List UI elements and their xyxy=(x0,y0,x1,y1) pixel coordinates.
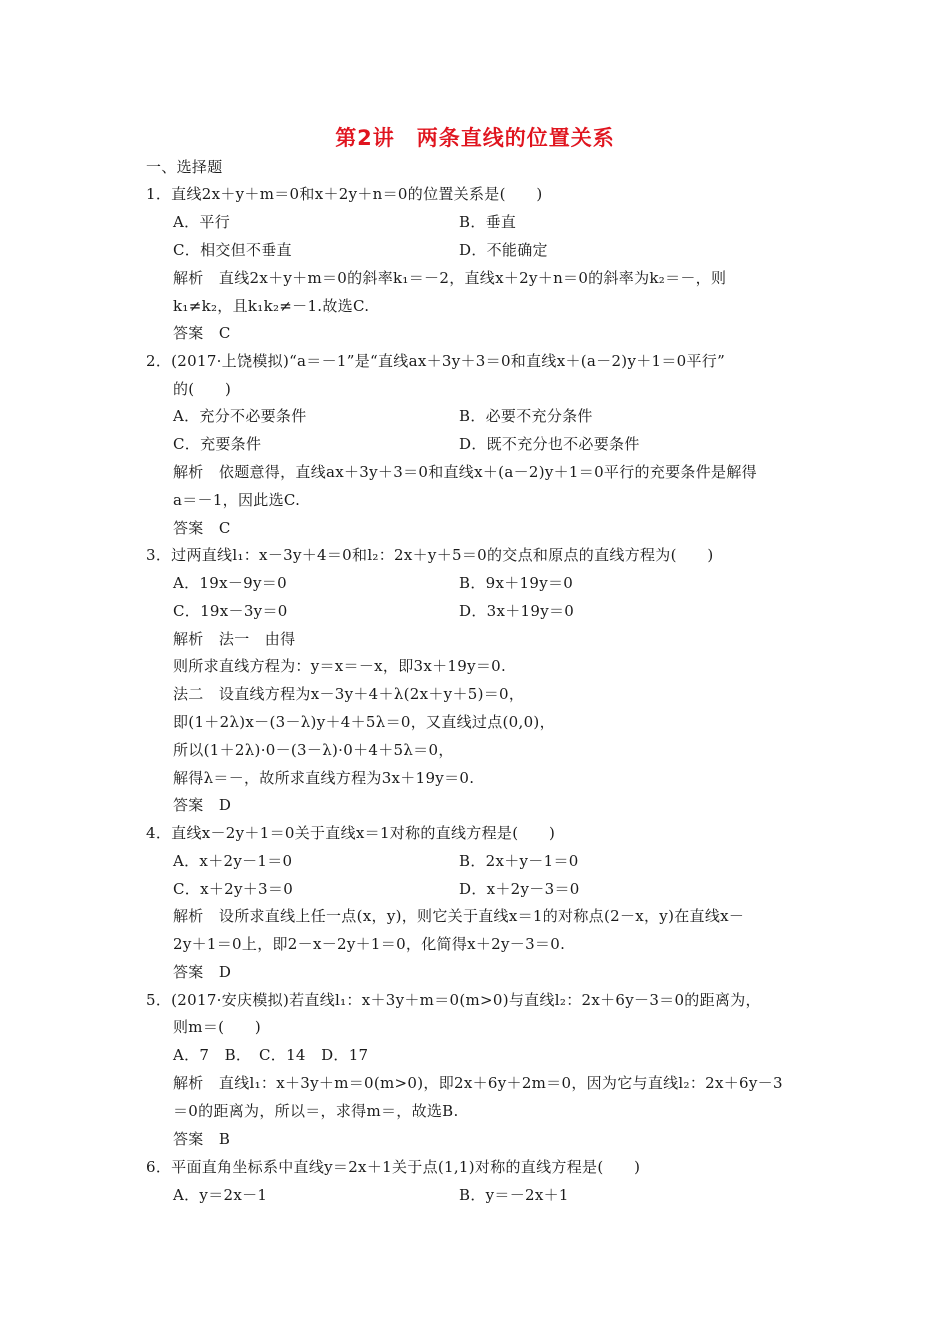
q5-solution-line: ＝0的距离为，所以＝，求得m＝，故选B. xyxy=(173,1102,459,1120)
q5-answer: 答案 B xyxy=(173,1130,231,1148)
q3-solution-line: 则所求直线方程为：y＝x＝－x，即3x＋19y＝0. xyxy=(173,657,507,675)
q2-option-d: D．既不充分也不必要条件 xyxy=(459,435,640,453)
q5-stem-cont: 则m＝( ) xyxy=(173,1018,262,1036)
q4-answer: 答案 D xyxy=(173,963,232,981)
q6-option-b: B．y＝－2x＋1 xyxy=(459,1186,569,1204)
q2-stem-cont: 的( ) xyxy=(173,380,232,398)
q1-solution-line: k₁≠k₂，且k₁k₂≠－1.故选C. xyxy=(173,297,370,315)
page-title: 第2讲 两条直线的位置关系 xyxy=(335,126,615,150)
q2-stem: 2．(2017·上饶模拟)“a＝－1”是“直线ax＋3y＋3＝0和直线x＋(a－2)y＋1＝0平行” xyxy=(146,352,726,370)
q3-solution-line: 解析 法一 由得 xyxy=(173,630,296,648)
q1-solution-line: 解析 直线2x＋y＋m＝0的斜率k₁＝－2，直线x＋2y＋n＝0的斜率为k₂＝－，则 xyxy=(173,269,727,287)
q3-option-c: C．19x－3y＝0 xyxy=(173,602,288,620)
section-heading: 一、选择题 xyxy=(146,158,223,176)
q4-option-b: B．2x＋y－1＝0 xyxy=(459,852,579,870)
q3-answer: 答案 D xyxy=(173,796,232,814)
q2-solution-line: a＝－1，因此选C. xyxy=(173,491,301,509)
q5-solution-line: 解析 直线l₁：x＋3y＋m＝0(m>0)，即2x＋6y＋2m＝0，因为它与直线l₂：2x＋6y－3 xyxy=(173,1074,783,1092)
q1-option-c: C．相交但不垂直 xyxy=(173,241,292,259)
q4-option-c: C．x＋2y＋3＝0 xyxy=(173,880,294,898)
q4-option-d: D．x＋2y－3＝0 xyxy=(459,880,580,898)
q3-solution-line: 即(1＋2λ)x－(3－λ)y＋4＋5λ＝0，又直线过点(0,0)， xyxy=(173,713,555,731)
q1-answer: 答案 C xyxy=(173,324,231,342)
q2-option-c: C．充要条件 xyxy=(173,435,262,453)
q2-answer: 答案 C xyxy=(173,519,231,537)
q6-option-a: A．y＝2x－1 xyxy=(173,1186,268,1204)
q3-option-a: A．19x－9y＝0 xyxy=(173,574,287,592)
q6-stem: 6．平面直角坐标系中直线y＝2x＋1关于点(1,1)对称的直线方程是( ) xyxy=(146,1158,641,1176)
q3-stem: 3．过两直线l₁：x－3y＋4＝0和l₂：2x＋y＋5＝0的交点和原点的直线方程为( ) xyxy=(146,546,714,564)
q5-options: A．7 B． C．14 D．17 xyxy=(173,1046,369,1064)
q2-option-a: A．充分不必要条件 xyxy=(173,407,307,425)
q1-option-a: A．平行 xyxy=(173,213,231,231)
q2-solution-line: 解析 依题意得，直线ax＋3y＋3＝0和直线x＋(a－2)y＋1＝0平行的充要条件是解得 xyxy=(173,463,757,481)
q3-solution-line: 所以(1＋2λ)·0－(3－λ)·0＋4＋5λ＝0， xyxy=(173,741,454,759)
q4-stem: 4．直线x－2y＋1＝0关于直线x＝1对称的直线方程是( ) xyxy=(146,824,556,842)
q4-solution-line: 2y＋1＝0上，即2－x－2y＋1＝0，化简得x＋2y－3＝0. xyxy=(173,935,566,953)
q5-stem: 5．(2017·安庆模拟)若直线l₁：x＋3y＋m＝0(m>0)与直线l₂：2x＋6y－3＝0的距离为， xyxy=(146,991,761,1009)
q1-option-d: D．不能确定 xyxy=(459,241,548,259)
q4-solution-line: 解析 设所求直线上任一点(x，y)，则它关于直线x＝1的对称点(2－x，y)在直线x－ xyxy=(173,907,745,925)
q3-option-d: D．3x＋19y＝0 xyxy=(459,602,575,620)
q4-option-a: A．x＋2y－1＝0 xyxy=(173,852,293,870)
q3-option-b: B．9x＋19y＝0 xyxy=(459,574,574,592)
q1-option-b: B．垂直 xyxy=(459,213,517,231)
q1-stem: 1．直线2x＋y＋m＝0和x＋2y＋n＝0的位置关系是( ) xyxy=(146,185,543,203)
q3-solution-line: 法二 设直线方程为x－3y＋4＋λ(2x＋y＋5)＝0， xyxy=(173,685,525,703)
q2-option-b: B．必要不充分条件 xyxy=(459,407,593,425)
q3-solution-line: 解得λ＝－，故所求直线方程为3x＋19y＝0. xyxy=(173,769,475,787)
